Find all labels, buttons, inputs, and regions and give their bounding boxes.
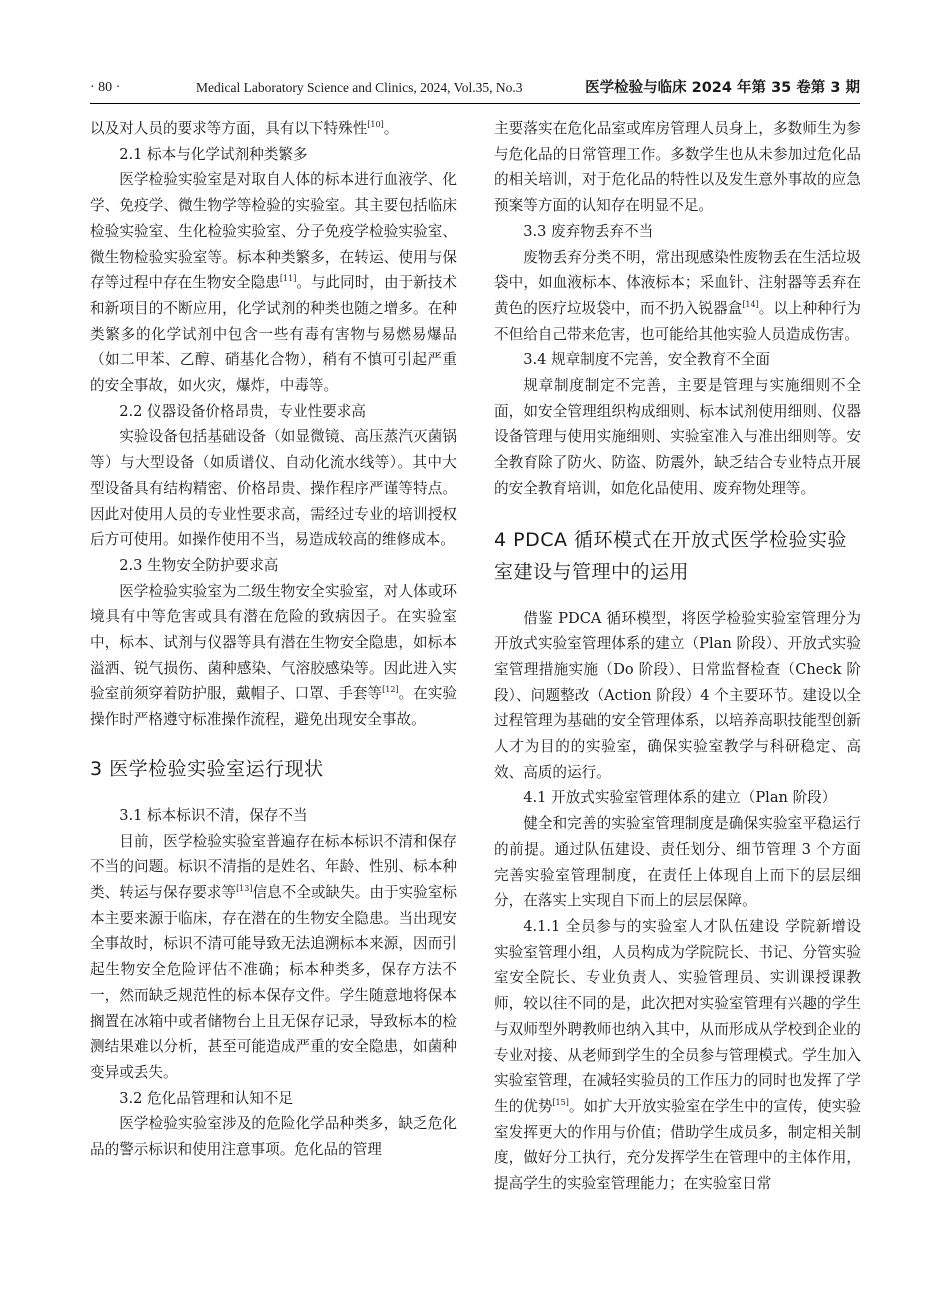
citation-12: [12] (382, 685, 399, 695)
subsection-3-3-title: 3.3 废弃物丢弃不当 (523, 222, 654, 240)
journal-name-en: Medical Laboratory Science and Clinics, 2024, Vol.35, No.3 (196, 80, 523, 95)
citation-14: [14] (742, 300, 759, 310)
citation-10: [10] (367, 120, 384, 130)
section-4-body: 借鉴 PDCA 循环模型，将医学检验实验室管理分为开放式实验室管理体系的建立（Plan 阶段）、开放式实验室管理措施实施（Do 阶段）、日常监督检查（Check 阶段）、问题整改（Action 阶段）4 个主要环节。建设以全过程管理为基础的安全管理体系，以培养高职技能型创新人才为目的的实验室，确保实验室教学与科研稳定、高效、高质的运行。 (494, 609, 861, 781)
subsection-3-2-body: 医学检验实验室涉及的危险化学品种类多，缺乏危化品的警示标识和使用注意事项。危化品的管理 (90, 1115, 457, 1159)
subsection-2-2-title: 2.2 仪器设备价格昂贵，专业性要求高 (119, 402, 366, 420)
subsection-2-2-body: 实验设备包括基础设备（如显微镜、高压蒸汽灭菌锅等）与大型设备（如质谱仪、自动化流水线等）。其中大型设备具有结构精密、价格昂贵、操作程序严谨等特点。因此对使用人员的专业性要求高，需经过专业的培训授权后方可使用。如操作使用不当，易造成较高的维修成本。 (90, 428, 457, 549)
subsection-2-3-body: 医学检验实验室为二级生物安全实验室，对人体或环境具有中等危害或具有潜在危险的致病因子。在实验室中，标本、试剂与仪器等具有潜在生物安全隐患，如标本溢洒、锐气损伤、菌种感染、气溶胶感染等。因此进入实验室前须穿着防护服，戴帽子、口罩、手套等[12]。在实验操作时严格遵守标准操作流程，避免出现安全事故。 (90, 582, 457, 729)
subsection-4-1-1-body: 4.1.1 全员参与的实验室人才队伍建设 学院新增设实验室管理小组，人员构成为学院院长、书记、分管实验室安全院长、专业负责人、实验管理员、实训课授课教师，较以往不同的是，此次把对实验室管理有兴趣的学生与双师型外聘教师也纳入其中，从而形成从学校到企业的专业对接、从老师到学生的全员参与管理模式。学生加入实验室管理，在减轻实验员的工作压力的同时也发挥了学生的优势[15]。如扩大开放实验室在学生中的宣传，使实验室发挥更大的作用与价值；借助学生成员多，制定相关制度，做好分工执行，充分发挥学生在管理中的主体作用，提高学生的实验室管理能力；在实验室日常 (494, 917, 861, 1193)
subsection-3-1-title: 3.1 标本标识不清，保存不当 (119, 806, 308, 824)
subsection-3-3-body: 废物丢弃分类不明，常出现感染性废物丢在生活垃圾袋中，如血液标本、体液标本；采血针、注射器等丢弃在黄色的医疗垃圾袋中，而不扔入锐器盒[14]。以上种种行为不但给自己带来危害，也可能给其他实验人员造成伤害。 (494, 248, 861, 343)
subsection-2-1-title: 2.1 标本与化学试剂种类繁多 (119, 145, 308, 163)
subsection-4-1-title: 4.1 开放式实验室管理体系的建立（Plan 阶段） (523, 789, 837, 807)
subsection-2-3-title: 2.3 生物安全防护要求高 (119, 556, 279, 574)
intro-paragraph: 以及对人员的要求等方面，具有以下特殊性[10]。 (90, 120, 399, 137)
subsection-3-4-body: 规章制度制定不完善，主要是管理与实施细则不全面，如安全管理组织构成细则、标本试剂使用细则、仪器设备管理与使用实施细则、实验室准入与准出细则等。安全教育除了防火、防盗、防震外，缺乏结合专业特点开展的安全教育培训，如危化品使用、废弃物处理等。 (494, 377, 861, 497)
subsection-3-2-title: 3.2 危化品管理和认知不足 (119, 1089, 293, 1107)
right-column (494, 116, 861, 1197)
page-number: · 80 · (90, 80, 121, 95)
left-column (90, 116, 457, 1163)
subsection-3-2-continued: 主要落实在危化品室或库房管理人员身上，多数师生为参与危化品的日常管理工作。多数学生也从未参加过危化品的相关培训，对于危化品的特性以及发生意外事故的应急预案等方面的认知存在明显不足。 (494, 120, 861, 215)
subsection-2-1-body: 医学检验实验室是对取自人体的标本进行血液学、化学、免疫学、微生物学等检验的实验室。其主要包括临床检验实验室、生化检验实验室、分子免疫学检验实验室、微生物检验实验室等。标本种类繁多，在转运、使用与保存等过程中存在生物安全隐患[11]。与此同时，由于新技术和新项目的不断应用，化学试剂的种类也随之增多。在种类繁多的化学试剂中包含一些有毒有害物与易燃易爆品（如二甲苯、乙醇、硝基化合物），稍有不慎可引起严重的安全事故，如火灾，爆炸，中毒等。 (90, 171, 457, 395)
citation-11: [11] (279, 274, 297, 284)
subsection-4-1-body: 健全和完善的实验室管理制度是确保实验室平稳运行的前提。通过队伍建设、责任划分、细节管理 3 个方面完善实验室管理制度，在责任上体现自上而下的层层细分，在落实上实现自下而上的层层保障。 (494, 815, 861, 910)
header-rule (90, 103, 860, 104)
citation-13: [13] (236, 884, 253, 894)
subsection-3-1-body: 目前，医学检验实验室普遍存在标本标识不清和保存不当的问题。标识不清指的是姓名、年龄、性别、标本种类、转运与保存要求等[13]信息不全或缺失。由于实验室标本主要来源于临床，存在潜在的生物安全隐患。当出现安全事故时，标识不清可能导致无法追溯标本来源，因而引起生物安全危险评估不准确；标本种类多，保存方法不一，然而缺乏规范性的标本保存文件。学生随意地将保本搁置在冰箱中或者储物台上且无保存记录，导致标本的检测结果难以分析，甚至可能造成严重的安全隐患，如菌种变异或丢失。 (90, 832, 457, 1081)
subsection-3-4-title: 3.4 规章制度不完善，安全教育不全面 (523, 351, 770, 369)
running-header (90, 76, 860, 100)
journal-name-cn: 医学检验与临床 2024 年第 35 卷第 3 期 (585, 80, 860, 96)
section-4-title: 4 PDCA 循环模式在开放式医学检验实验室建设与管理中的运用 (494, 528, 848, 583)
citation-15: [15] (552, 1098, 569, 1108)
section-3-title: 3 医学检验实验室运行现状 (90, 757, 324, 780)
